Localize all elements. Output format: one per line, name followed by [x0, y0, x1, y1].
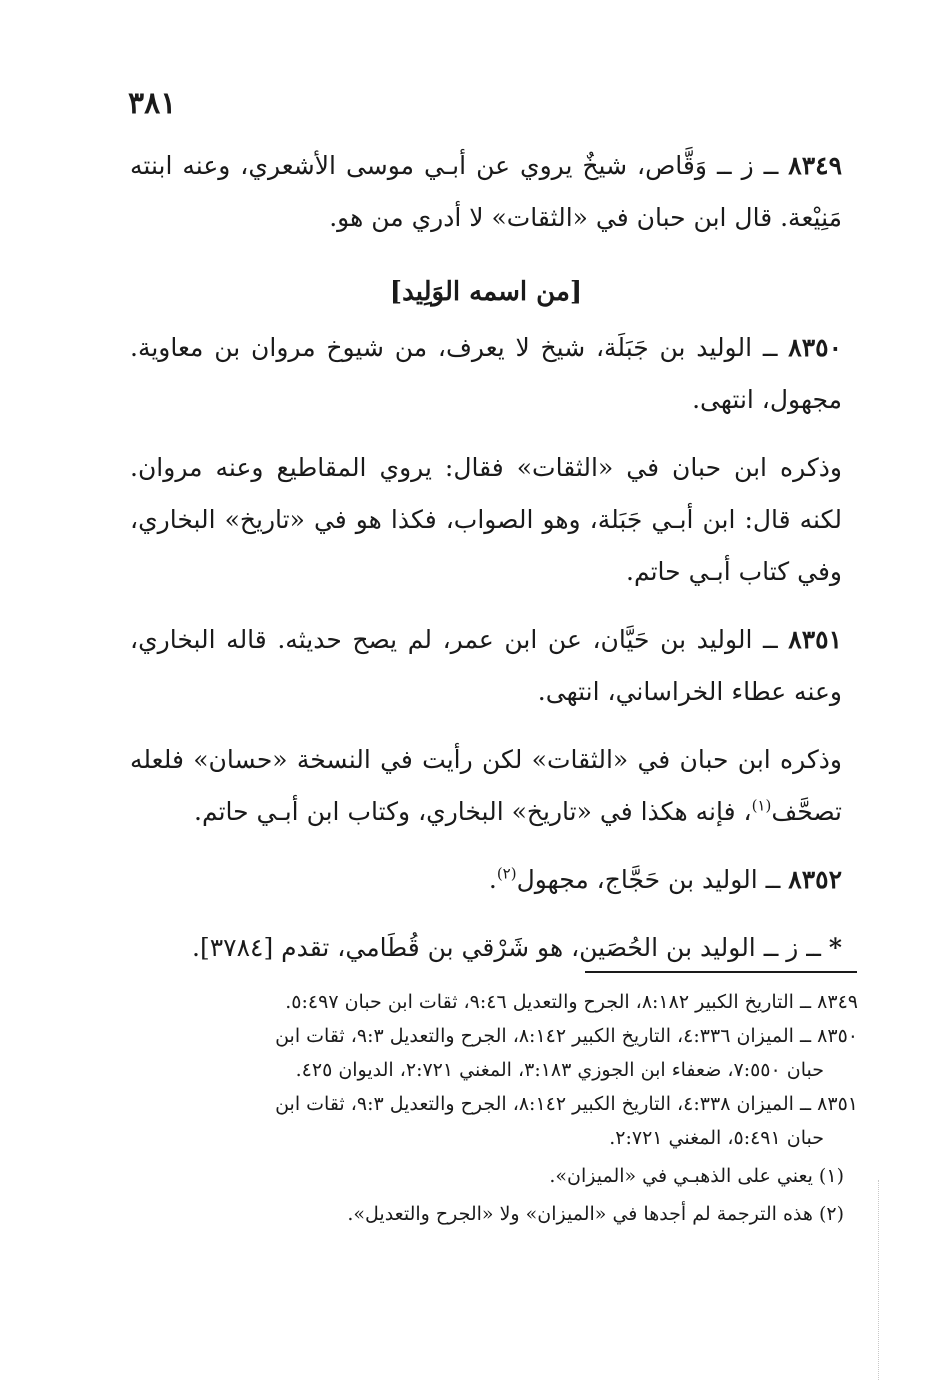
footnote-ref: (١) — [751, 796, 772, 815]
entry-8352 — [130, 854, 842, 906]
entry-number: ٨٣٥٢ — [788, 865, 842, 894]
entry-text: ــ الوليد بن حَجَّاج، مجهول — [516, 865, 789, 894]
star-marker: * — [828, 933, 842, 962]
entry-number: ٨٣٥١ — [788, 625, 842, 654]
footnote-source-8349: ٨٣٤٩ ــ التاريخ الكبير ٨:١٨٢، الجرح والتعديل ٩:٤٦، ثقات ابن حبان ٥:٤٩٧. — [285, 991, 858, 1013]
entry-text: ــ ز ــ الوليد بن الحُصَين، هو شَرْقي بن قُطَامي، تقدم [٣٧٨٤]. — [192, 933, 829, 962]
entry-8351 — [130, 614, 842, 718]
scan-margin-line — [878, 1180, 879, 1380]
cross-reference-entry — [130, 922, 842, 974]
footnote-note-2: (٢) هذه الترجمة لم أجدها في «الميزان» ولا «الجرح والتعديل». — [347, 1203, 844, 1225]
commentary-paragraph — [130, 734, 842, 838]
entry-text: . — [488, 865, 497, 894]
footnote-source-8350: ٨٣٥٠ ــ الميزان ٤:٣٣٦، التاريخ الكبير ٨:١٤٢، الجرح والتعديل ٩:٣، ثقات ابن — [275, 1025, 858, 1047]
entry-text: ــ الوليد بن حَيَّان، عن ابن عمر، لم يصح حديثه. قاله البخاري، وعنه عطاء الخراساني، انتهى. — [130, 625, 842, 706]
footnote-ref: (٢) — [496, 864, 517, 883]
entry-text: ــ ز ــ وَقَّاص، شيخٌ يروي عن أبـي موسى الأشعري، وعنه ابنته مَنِيْعة. قال ابن حبان في «الثقات» لا أدري من هو. — [130, 151, 842, 232]
footnote-source-8351: ٨٣٥١ ــ الميزان ٤:٣٣٨، التاريخ الكبير ٨:١٤٢، الجرح والتعديل ٩:٣، ثقات ابن — [275, 1093, 858, 1115]
entry-number: ٨٣٥٠ — [788, 333, 842, 362]
entry-8349 — [130, 140, 842, 244]
footnote-source-8351-cont: حبان ٥:٤٩١، المغني ٢:٧٢١. — [609, 1127, 824, 1149]
footnote-divider — [585, 971, 857, 973]
paragraph-text: ، فإنه هكذا في «تاريخ» البخاري، وكتاب ابن أبـي حاتم. — [194, 797, 752, 826]
entry-8350 — [130, 322, 842, 426]
paragraph-text: وذكره ابن حبان في «الثقات» لكن رأيت في النسخة «حسان» فلعله تصحَّف — [130, 745, 842, 826]
main-text — [130, 140, 842, 974]
entry-text: ــ الوليد بن جَبَلَة، شيخ لا يعرف، من شيوخ مروان بن معاوية. مجهول، انتهى. — [130, 333, 842, 414]
footnote-note-1: (١) يعني على الذهبـي في «الميزان». — [549, 1165, 844, 1187]
footnote-source-8350-cont: حبان ٧:٥٥٠، ضعفاء ابن الجوزي ٣:١٨٣، المغني ٢:٧٢١، الديوان ٤٢٥. — [295, 1059, 824, 1081]
entry-number: ٨٣٤٩ — [788, 151, 842, 180]
commentary-paragraph: وذكره ابن حبان في «الثقات» فقال: يروي المقاطيع وعنه مروان. لكنه قال: ابن أبـي جَبَلة، وهو الصواب، فكذا هو في «تاريخ» البخاري، وفي كتاب أبـي حاتم. — [130, 453, 842, 586]
page-number: ٣٨١ — [128, 86, 177, 121]
section-heading: [من اسمه الوَلِيد] — [389, 277, 583, 307]
footnotes — [130, 985, 858, 1231]
